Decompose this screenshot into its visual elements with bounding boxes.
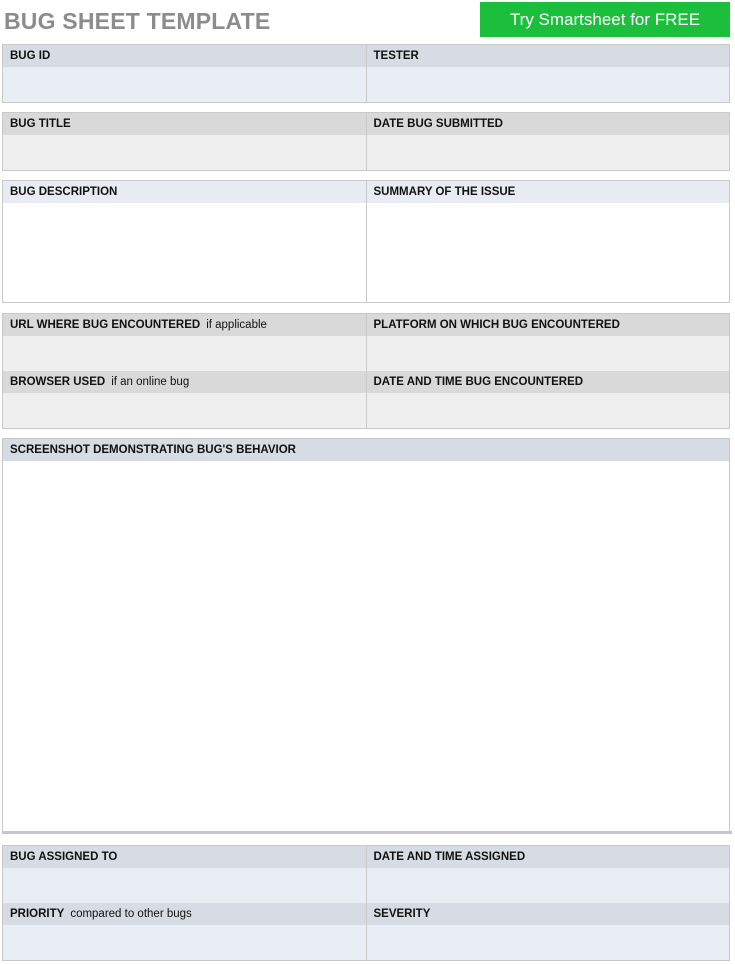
date-time-encountered-label: DATE AND TIME BUG ENCOUNTERED: [367, 371, 730, 393]
environment-section: [2, 313, 730, 429]
tester-cell: [366, 45, 730, 102]
priority-field[interactable]: [3, 925, 366, 960]
bug-title-date-section: [2, 112, 730, 171]
url-cell: [3, 314, 366, 371]
severity-label: SEVERITY: [367, 903, 730, 925]
platform-field[interactable]: [367, 336, 730, 371]
screenshot-label: SCREENSHOT DEMONSTRATING BUG'S BEHAVIOR: [3, 439, 729, 461]
priority-label: [3, 903, 366, 925]
bug-title-field[interactable]: [3, 135, 366, 170]
url-label-note: if applicable: [206, 319, 267, 331]
tester-label: TESTER: [367, 45, 730, 67]
platform-cell: [366, 314, 730, 371]
priority-cell: [3, 903, 366, 960]
severity-cell: [366, 903, 730, 960]
priority-label-text: PRIORITY: [10, 908, 65, 920]
date-time-assigned-cell: [366, 846, 730, 903]
assignment-section: [2, 845, 730, 961]
platform-label: PLATFORM ON WHICH BUG ENCOUNTERED: [367, 314, 730, 336]
browser-cell: [3, 371, 366, 428]
bug-title-cell: [3, 113, 366, 170]
browser-label: [3, 371, 366, 393]
try-smartsheet-button[interactable]: Try Smartsheet for FREE: [480, 2, 730, 37]
bug-description-field[interactable]: [3, 203, 366, 302]
date-time-encountered-field[interactable]: [367, 393, 730, 428]
severity-field[interactable]: [367, 925, 730, 960]
description-summary-section: [2, 180, 730, 303]
date-time-encountered-cell: [366, 371, 730, 428]
date-submitted-field[interactable]: [367, 135, 730, 170]
url-label-text: URL WHERE BUG ENCOUNTERED: [10, 319, 201, 331]
date-time-assigned-field[interactable]: [367, 868, 730, 903]
url-label: [3, 314, 366, 336]
browser-label-text: BROWSER USED: [10, 376, 106, 388]
bug-id-tester-section: [2, 44, 730, 103]
assigned-to-label: BUG ASSIGNED TO: [3, 846, 366, 868]
browser-label-note: if an online bug: [111, 376, 190, 388]
page-title: BUG SHEET TEMPLATE: [4, 8, 271, 34]
section-divider: [2, 831, 732, 834]
assigned-to-field[interactable]: [3, 868, 366, 903]
bug-title-label: BUG TITLE: [3, 113, 366, 135]
browser-field[interactable]: [3, 393, 366, 428]
priority-label-note: compared to other bugs: [70, 908, 192, 920]
summary-label: SUMMARY OF THE ISSUE: [367, 181, 730, 203]
assigned-to-cell: [3, 846, 366, 903]
bug-id-field[interactable]: [3, 67, 366, 102]
date-submitted-cell: [366, 113, 730, 170]
bug-id-cell: [3, 45, 366, 102]
date-submitted-label: DATE BUG SUBMITTED: [367, 113, 730, 135]
summary-cell: [366, 181, 730, 302]
bug-description-label: BUG DESCRIPTION: [3, 181, 366, 203]
tester-field[interactable]: [367, 67, 730, 102]
bug-description-cell: [3, 181, 366, 302]
url-field[interactable]: [3, 336, 366, 371]
bug-id-label: BUG ID: [3, 45, 366, 67]
screenshot-area[interactable]: [3, 461, 729, 831]
date-time-assigned-label: DATE AND TIME ASSIGNED: [367, 846, 730, 868]
summary-field[interactable]: [367, 203, 730, 302]
screenshot-section: [2, 438, 730, 832]
